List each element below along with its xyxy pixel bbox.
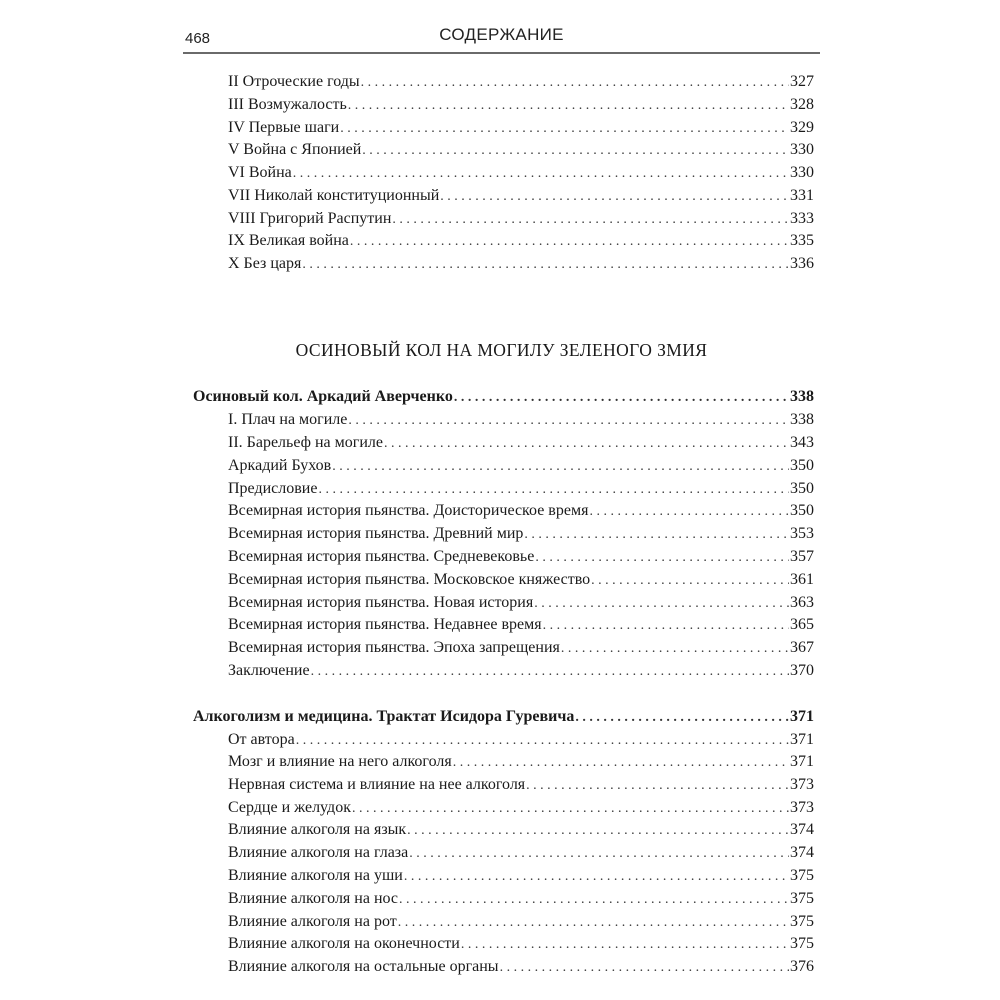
- page-header: [183, 22, 820, 54]
- toc-entry[interactable]: [228, 638, 814, 660]
- toc-entry-title: Влияние алкоголя на глаза: [228, 844, 409, 861]
- toc-entry[interactable]: [228, 479, 814, 501]
- toc-entry-page: 374: [790, 821, 814, 838]
- toc-entry-title: Всемирная история пьянства. Доисторическое время: [228, 502, 589, 519]
- toc-entry[interactable]: [228, 593, 814, 615]
- toc-entry[interactable]: [228, 843, 814, 865]
- toc-entry-page: 338: [790, 411, 814, 428]
- leader-dots: [454, 387, 789, 408]
- toc-entry[interactable]: [228, 254, 814, 276]
- toc-entry-page: 361: [790, 571, 814, 588]
- toc-entry[interactable]: [228, 820, 814, 842]
- toc-entry-title: VI Война: [228, 164, 292, 181]
- toc-entry-page: 370: [790, 662, 814, 679]
- leader-dots: [453, 752, 789, 773]
- toc-entry-title: Предисловие: [228, 480, 318, 497]
- leader-dots: [409, 843, 789, 864]
- toc-entry-page: 357: [790, 548, 814, 565]
- leader-dots: [361, 72, 789, 93]
- toc-entry[interactable]: [228, 798, 814, 820]
- toc-entry[interactable]: [228, 775, 814, 797]
- leader-dots: [404, 866, 789, 887]
- toc-entry-page: 336: [790, 255, 814, 272]
- toc-entry-page: 375: [790, 890, 814, 907]
- toc-entry-page: 363: [790, 594, 814, 611]
- toc-entry-page: 373: [790, 799, 814, 816]
- toc-entry[interactable]: [228, 140, 814, 162]
- toc-entry-title: V Война с Японией: [228, 141, 362, 158]
- toc-entry-page: 331: [790, 187, 814, 204]
- toc-entry-title: Нервная система и влияние на нее алкоголя: [228, 776, 526, 793]
- page-number: 468: [185, 30, 211, 47]
- leader-dots: [384, 433, 789, 454]
- toc-entry-title: Всемирная история пьянства. Московское княжество: [228, 571, 591, 588]
- leader-dots: [392, 209, 789, 230]
- leader-dots: [332, 456, 789, 477]
- running-title: СОДЕРЖАНИЕ: [439, 25, 564, 44]
- leader-dots: [352, 798, 789, 819]
- toc-part-page: 371: [790, 708, 814, 725]
- toc-entry[interactable]: [228, 615, 814, 637]
- toc-entry-title: Заключение: [228, 662, 310, 679]
- leader-dots: [348, 95, 789, 116]
- toc-entry-title: VIII Григорий Распутин: [228, 210, 392, 227]
- toc-entry-title: Мозг и влияние на него алкоголя: [228, 753, 452, 770]
- leader-dots: [524, 524, 789, 545]
- toc-entry[interactable]: [228, 730, 814, 752]
- leader-dots: [589, 501, 789, 522]
- leader-dots: [591, 570, 789, 591]
- toc-part-title: Алкоголизм и медицина. Трактат Исидора Гуревича: [193, 708, 575, 725]
- toc-entry[interactable]: [228, 186, 814, 208]
- leader-dots: [543, 615, 789, 636]
- toc-entry-title: II. Барельеф на могиле: [228, 434, 383, 451]
- leader-dots: [350, 231, 789, 252]
- leader-dots: [293, 163, 789, 184]
- toc-entry-title: От автора: [228, 731, 295, 748]
- leader-dots: [440, 186, 789, 207]
- toc-entry[interactable]: [228, 524, 814, 546]
- toc-entry-title: Аркадий Бухов: [228, 457, 332, 474]
- toc-entry[interactable]: [228, 410, 814, 432]
- toc-entry-page: 367: [790, 639, 814, 656]
- leader-dots: [399, 889, 789, 910]
- toc-entry[interactable]: [228, 912, 814, 934]
- toc-part-title: Осиновый кол. Аркадий Аверченко: [193, 388, 453, 405]
- toc-entry-page: 374: [790, 844, 814, 861]
- toc-entry-page: 327: [790, 73, 814, 90]
- toc-part-heading[interactable]: [193, 707, 814, 729]
- leader-dots: [461, 934, 789, 955]
- section-title: ОСИНОВЫЙ КОЛ НА МОГИЛУ ЗЕЛЕНОГО ЗМИЯ: [295, 340, 708, 360]
- toc-entry[interactable]: [228, 433, 814, 455]
- leader-dots: [575, 707, 789, 728]
- leader-dots: [311, 661, 789, 682]
- leader-dots: [534, 593, 789, 614]
- toc-entry-page: 376: [790, 958, 814, 975]
- toc-entry-page: 350: [790, 502, 814, 519]
- toc-entry-page: 353: [790, 525, 814, 542]
- leader-dots: [340, 118, 789, 139]
- toc-entry-page: 329: [790, 119, 814, 136]
- toc-entry-title: Всемирная история пьянства. Новая история: [228, 594, 534, 611]
- toc-entry-page: 375: [790, 913, 814, 930]
- toc-entry-page: 350: [790, 457, 814, 474]
- toc-entry-page: 375: [790, 867, 814, 884]
- toc-entry-page: 330: [790, 141, 814, 158]
- leader-dots: [302, 254, 789, 275]
- toc-entry[interactable]: [228, 957, 814, 979]
- toc-entry-title: Влияние алкоголя на уши: [228, 867, 403, 884]
- toc-entry[interactable]: [228, 889, 814, 911]
- toc-entry[interactable]: [228, 501, 814, 523]
- toc-entry-title: VII Николай конституционный: [228, 187, 440, 204]
- toc-entry-page: 330: [790, 164, 814, 181]
- toc-entry-page: 371: [790, 753, 814, 770]
- toc-entry-page: 373: [790, 776, 814, 793]
- leader-dots: [526, 775, 789, 796]
- toc-part-heading[interactable]: [193, 387, 814, 409]
- toc-entry[interactable]: [228, 118, 814, 140]
- toc-entry-title: Всемирная история пьянства. Древний мир: [228, 525, 524, 542]
- leader-dots: [561, 638, 789, 659]
- toc-entry-title: IX Великая война: [228, 232, 349, 249]
- toc-entry-page: 371: [790, 731, 814, 748]
- toc-entry[interactable]: [228, 866, 814, 888]
- leader-dots: [398, 912, 789, 933]
- toc-entry[interactable]: [228, 570, 814, 592]
- toc-entry-title: II Отроческие годы: [228, 73, 360, 90]
- leader-dots: [535, 547, 789, 568]
- toc-entry[interactable]: [228, 231, 814, 253]
- toc-entry[interactable]: [228, 209, 814, 231]
- leader-dots: [362, 140, 789, 161]
- toc-entry-title: I. Плач на могиле: [228, 411, 348, 428]
- toc-entry[interactable]: [228, 547, 814, 569]
- leader-dots: [296, 730, 789, 751]
- toc-entry[interactable]: [228, 163, 814, 185]
- toc-entry-page: 350: [790, 480, 814, 497]
- toc-entry-page: 365: [790, 616, 814, 633]
- toc-entry-title: Всемирная история пьянства. Средневековье: [228, 548, 535, 565]
- toc-entry-title: X Без царя: [228, 255, 302, 272]
- toc-entry-page: 343: [790, 434, 814, 451]
- toc-entry-title: Влияние алкоголя на рот: [228, 913, 397, 930]
- toc-entry-page: 335: [790, 232, 814, 249]
- toc-entry-title: IV Первые шаги: [228, 119, 340, 136]
- toc-entry-page: 375: [790, 935, 814, 952]
- leader-dots: [407, 820, 789, 841]
- toc-entry-title: Влияние алкоголя на нос: [228, 890, 399, 907]
- toc-part-page: 338: [790, 388, 814, 405]
- toc-entry-title: Всемирная история пьянства. Недавнее время: [228, 616, 542, 633]
- toc-entry-title: Влияние алкоголя на оконечности: [228, 935, 460, 952]
- leader-dots: [348, 410, 789, 431]
- toc-entry[interactable]: [228, 661, 814, 683]
- leader-dots: [318, 479, 789, 500]
- toc-entry[interactable]: [228, 95, 814, 117]
- toc-entry-title: Влияние алкоголя на остальные органы: [228, 958, 499, 975]
- toc-entry-title: Всемирная история пьянства. Эпоха запрещения: [228, 639, 560, 656]
- toc-entry[interactable]: [228, 934, 814, 956]
- toc-entry[interactable]: [228, 752, 814, 774]
- toc-entry-page: 333: [790, 210, 814, 227]
- toc-entry[interactable]: [228, 72, 814, 94]
- leader-dots: [500, 957, 789, 978]
- toc-entry-title: III Возмужалость: [228, 96, 347, 113]
- toc-entry-page: 328: [790, 96, 814, 113]
- toc-entry-title: Сердце и желудок: [228, 799, 351, 816]
- toc-entry[interactable]: [228, 456, 814, 478]
- toc-entry-title: Влияние алкоголя на язык: [228, 821, 407, 838]
